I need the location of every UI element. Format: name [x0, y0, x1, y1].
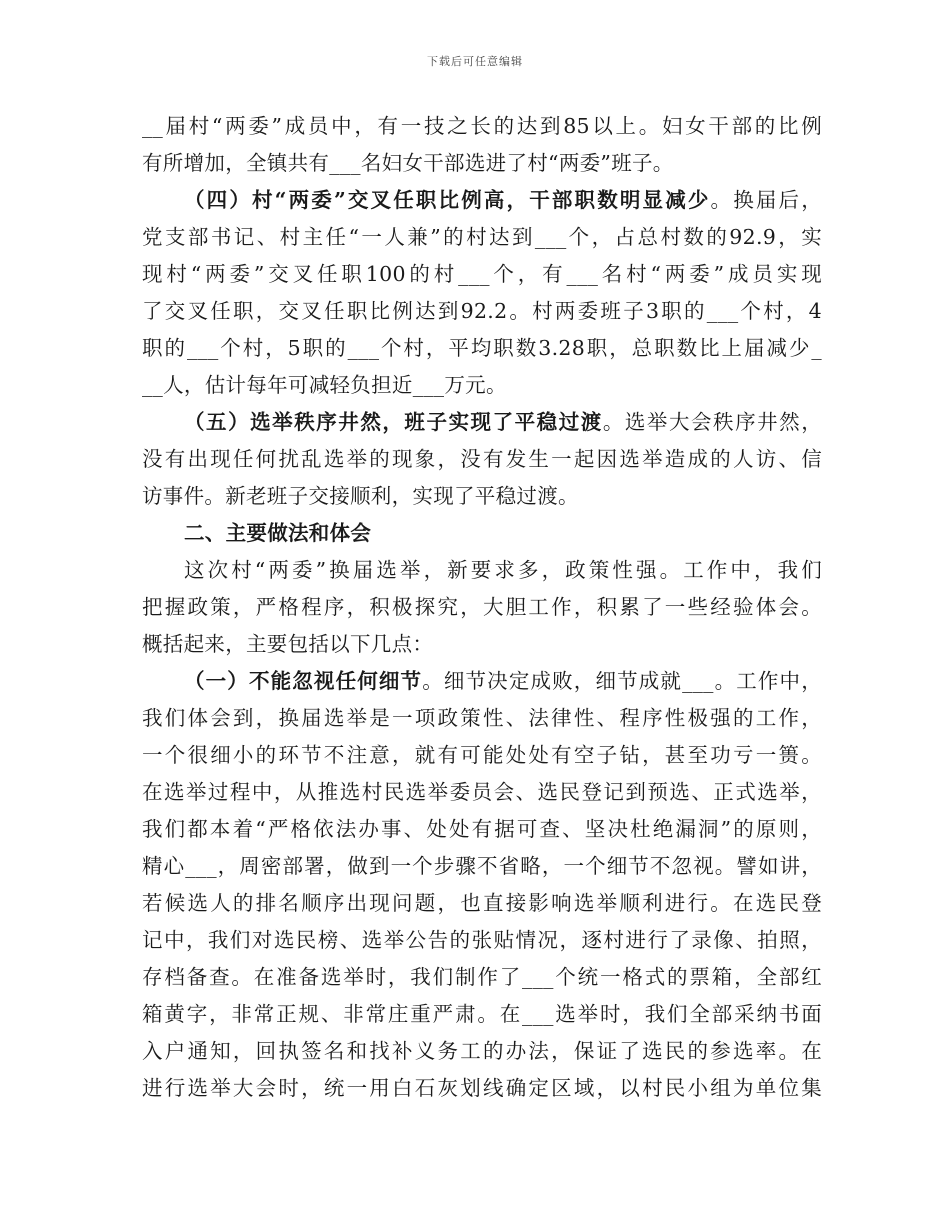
body-text: 一个很细小的环节不注意，就有可能处处有空子钻，甚至功亏一篑。 [142, 743, 822, 767]
text-line [142, 589, 822, 626]
text-line [142, 774, 822, 811]
bold-heading-text: （五）选举秩序井然，班子实现了平稳过渡 [184, 410, 603, 434]
body-text: 我们体会到，换届选举是一项政策性、法律性、程序性极强的工作， [142, 706, 822, 730]
text-line [142, 478, 822, 515]
text-line [142, 1033, 822, 1070]
body-text: __届村“两委”成员中，有一技之长的达到85以上。妇女干部的比例 [142, 114, 822, 138]
body-text: 没有出现任何扰乱选举的现象，没有发生一起因选举造成的人访、信 [142, 447, 822, 471]
body-text: 了交叉任职，交叉任职比例达到92.2。村两委班子3职的___个村，4 [142, 299, 822, 323]
text-line [142, 182, 822, 219]
text-line [142, 885, 822, 922]
body-text: 箱黄字，非常正规、非常庄重严肃。在___选举时，我们全部采纳书面 [142, 1002, 822, 1026]
text-line [142, 441, 822, 478]
body-text: 职的___个村，5职的___个村，平均职数3.28职，总职数比上届减少_ [142, 336, 822, 360]
body-text: 精心___，周密部署，做到一个步骤不省略，一个细节不忽视。譬如讲， [142, 854, 822, 878]
body-text: 有所增加，全镇共有___名妇女干部选进了村“两委”班子。 [142, 151, 674, 175]
bold-heading-text: 二、主要做法和体会 [184, 521, 372, 545]
body-text: 进行选举大会时，统一用白石灰划线确定区域，以村民小组为单位集 [142, 1076, 822, 1100]
text-line [142, 330, 822, 367]
text-line [142, 626, 822, 663]
text-line [142, 145, 822, 182]
text-line [142, 1070, 822, 1107]
text-line [142, 959, 822, 996]
text-line [142, 811, 822, 848]
body-text: __人，估计每年可减轻负担近___万元。 [142, 373, 507, 397]
text-line [142, 404, 822, 441]
text-line [142, 256, 822, 293]
body-text: 。换届后， [710, 188, 822, 212]
body-text: 记中，我们对选民榜、选举公告的张贴情况，逐村进行了录像、拍照， [142, 928, 822, 952]
bold-heading-text: （一）不能忽视任何细节 [184, 669, 423, 693]
page-header: 下载后可任意编辑 [427, 55, 523, 68]
body-text: 入户通知，回执签名和找补义务工的办法，保证了选民的参选率。在 [142, 1039, 822, 1063]
text-line [142, 737, 822, 774]
body-text: 。细节决定成败，细节成就___。工作中， [422, 669, 822, 693]
text-line [142, 552, 822, 589]
body-text: 把握政策，严格程序，积极探究，大胆工作，积累了一些经验体会。 [142, 595, 822, 619]
document-body [142, 108, 822, 1107]
text-line [142, 108, 822, 145]
body-text: 存档备查。在准备选举时，我们制作了___个统一格式的票箱，全部红 [142, 965, 822, 989]
text-line [142, 515, 822, 552]
body-text: 。选举大会秩序井然， [602, 410, 822, 434]
text-line [142, 367, 822, 404]
body-text: 访事件。新老班子交接顺利，实现了平稳过渡。 [142, 484, 579, 508]
text-line [142, 922, 822, 959]
body-text: 这次村“两委”换届选举，新要求多，政策性强。工作中，我们 [184, 558, 822, 582]
text-line [142, 293, 822, 330]
bold-heading-text: （四）村“两委”交叉任职比例高，干部职数明显减少 [184, 188, 711, 212]
text-line [142, 996, 822, 1033]
text-line [142, 848, 822, 885]
text-line [142, 700, 822, 737]
body-text: 党支部书记、村主任“一人兼”的村达到___个，占总村数的92.9，实 [142, 225, 822, 249]
text-line [142, 219, 822, 256]
body-text: 概括起来，主要包括以下几点： [142, 632, 434, 656]
body-text: 现村“两委”交叉任职100的村___个，有___名村“两委”成员实现 [142, 262, 822, 286]
body-text: 我们都本着“严格依法办事、处处有据可查、坚决杜绝漏洞”的原则， [142, 817, 822, 841]
body-text: 若候选人的排名顺序出现问题，也直接影响选举顺利进行。在选民登 [142, 891, 822, 915]
body-text: 在选举过程中，从推选村民选举委员会、选民登记到预选、正式选举， [142, 780, 822, 804]
text-line [142, 663, 822, 700]
